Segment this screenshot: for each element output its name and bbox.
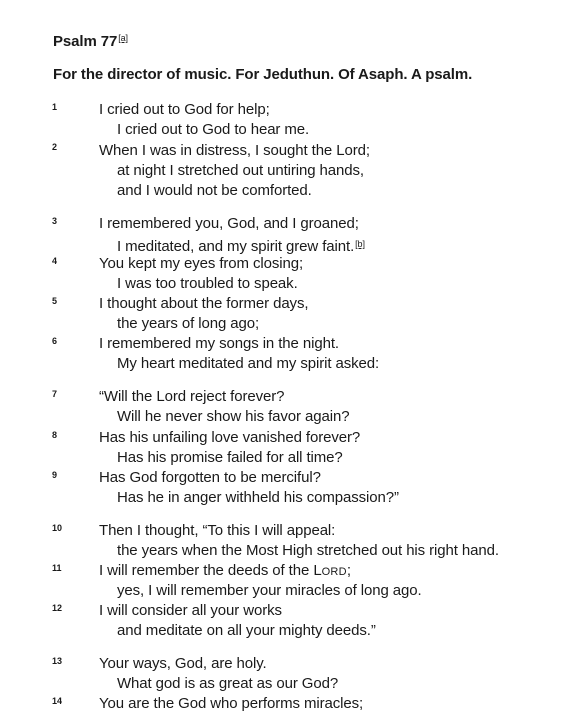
verse-number: 11 <box>52 563 62 573</box>
verse-line: I cried out to God to hear me. <box>117 121 310 138</box>
verse-line: Will he never show his favor again? <box>117 408 350 425</box>
verse-line: Has his promise failed for all time? <box>117 449 343 466</box>
verse-line: You kept my eyes from closing; <box>99 255 304 272</box>
verse-number: 6 <box>52 336 58 346</box>
verse-line: I was too troubled to speak. <box>117 275 298 292</box>
verse-line: I will remember the deeds of the LORD; <box>99 562 351 579</box>
verse-line: the years when the Most High stretched out his right hand. <box>117 542 499 559</box>
verse-line: Then I thought, “To this I will appeal: <box>99 522 336 539</box>
verse-number: 14 <box>52 696 63 706</box>
title-text: Psalm 77 <box>53 33 118 50</box>
verse-number: 5 <box>52 296 58 306</box>
verse-number: 1 <box>52 102 58 112</box>
verse-line: Has God forgotten to be merciful? <box>99 469 321 486</box>
verse-line: I remembered my songs in the night. <box>99 335 339 352</box>
verse-line: the years of long ago; <box>117 315 260 332</box>
psalm-title <box>53 33 128 50</box>
verse-number: 12 <box>52 603 63 613</box>
verse-number: 7 <box>52 389 58 399</box>
verse-line: and I would not be comforted. <box>117 182 312 199</box>
verse-line: I remembered you, God, and I groaned; <box>99 215 359 232</box>
verse-line: What god is as great as our God? <box>117 675 339 692</box>
verse-line-text: I will remember the deeds of the <box>99 562 314 579</box>
verse-number: 9 <box>52 470 58 480</box>
verse-line: “Will the Lord reject forever? <box>99 388 285 405</box>
verse-number: 10 <box>52 523 63 533</box>
verse-line: I will consider all your works <box>99 602 282 619</box>
verse-line: You are the God who performs miracles; <box>99 695 364 712</box>
verse-line: Your ways, God, are holy. <box>99 655 267 672</box>
verse-line: and meditate on all your mighty deeds.” <box>117 622 376 639</box>
footnote-a-link[interactable]: [a] <box>118 33 128 43</box>
verse-number: 8 <box>52 430 58 440</box>
verse-number: 4 <box>52 256 58 266</box>
verse-line: When I was in distress, I sought the Lord; <box>99 142 370 159</box>
verse-line: Has he in anger withheld his compassion?” <box>117 489 399 506</box>
verse-line-text: I meditated, and my spirit grew faint. <box>117 238 355 255</box>
divine-name: LORD <box>313 562 347 579</box>
verse-line: yes, I will remember your miracles of long ago. <box>117 582 422 599</box>
verse-number: 2 <box>52 142 58 152</box>
psalm-superscription: For the director of music. For Jeduthun. Of Asaph. A psalm. <box>53 66 473 83</box>
verse-line: My heart meditated and my spirit asked: <box>117 355 380 372</box>
verse-number: 3 <box>52 216 58 226</box>
verse-number: 13 <box>52 656 63 666</box>
verse-line: I cried out to God for help; <box>99 101 270 118</box>
verse-line: at night I stretched out untiring hands, <box>117 162 364 179</box>
verse-line: I thought about the former days, <box>99 295 309 312</box>
verse-line: Has his unfailing love vanished forever? <box>99 429 361 446</box>
footnote-b-link[interactable]: [b] <box>355 239 365 249</box>
